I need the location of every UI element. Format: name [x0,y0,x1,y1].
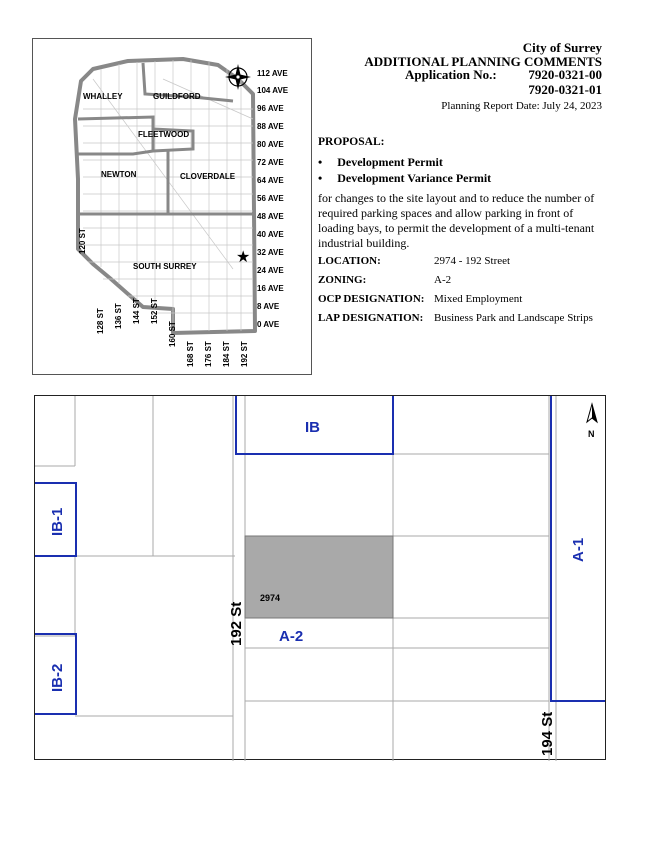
area-fleetwood: FLEETWOOD [138,130,190,139]
ave-96: 96 AVE [257,104,284,113]
st-152: 152 ST [150,298,159,324]
ave-56: 56 AVE [257,194,284,203]
st-176: 176 ST [204,341,213,367]
zoning-value: A-2 [434,274,452,286]
document-title: ADDITIONAL PLANNING COMMENTS [364,54,602,69]
site-star-icon: ★ [236,247,251,266]
ave-40: 40 AVE [257,230,284,239]
ave-16: 16 AVE [257,284,284,293]
application-label: Application No.: [405,67,497,82]
bullet-icon: • [318,155,323,169]
ave-64: 64 AVE [257,176,284,185]
st-136: 136 ST [114,303,123,329]
ave-24: 24 AVE [257,266,284,275]
st-160: 160 ST [168,321,177,347]
proposal-item-2 [318,171,491,186]
zone-a-1: A-1 [570,537,587,562]
site-map [34,395,606,760]
report-date: Planning Report Date: July 24, 2023 [441,100,602,112]
key-map-svg [33,39,313,376]
zone-ib: IB [305,419,320,436]
ave-8: 8 AVE [257,302,280,311]
st-120: 120 ST [78,228,87,254]
lap-label: LAP DESIGNATION: [318,312,424,324]
ave-32: 32 AVE [257,248,284,257]
ocp-label: OCP DESIGNATION: [318,293,425,305]
site-map-svg [35,396,607,761]
st-128: 128 ST [96,308,105,334]
north-arrow-icon [587,404,597,439]
area-whalley: WHALLEY [83,92,123,101]
north-label: N [588,429,595,439]
bullet-icon: • [318,171,323,185]
street-192: 192 St [228,601,245,646]
lot-number: 2974 [260,593,281,603]
application-number-1: 7920-0321-00 [528,67,602,82]
zone-a-2: A-2 [279,628,304,645]
location-label: LOCATION: [318,255,381,267]
application-number-2: 7920-0321-01 [528,82,602,97]
area-guildford: GUILDFORD [153,92,201,101]
ave-88: 88 AVE [257,122,284,131]
area-newton: NEWTON [101,170,137,179]
location-value: 2974 - 192 Street [434,255,511,267]
lap-value: Business Park and Landscape Strips [434,312,593,324]
key-map [32,38,312,375]
area-cloverdale: CLOVERDALE [180,172,236,181]
ave-112: 112 AVE [257,69,288,78]
zone-ib-1: IB-1 [49,507,66,536]
st-144: 144 ST [132,298,141,324]
proposal-description: for changes to the site layout and to reduce the number of required parking spaces and allow parking in front of loading bays, to permit the development of a multi-tenant industrial building. [318,191,595,250]
proposal-item-2-label: Development Variance Permit [337,171,492,185]
ave-48: 48 AVE [257,212,284,221]
ave-72: 72 AVE [257,158,284,167]
area-south-surrey: SOUTH SURREY [133,262,197,271]
st-184: 184 ST [222,341,231,367]
city-name: City of Surrey [522,40,602,55]
zone-ib-2: IB-2 [49,663,66,692]
street-194: 194 St [539,711,556,756]
subject-lot [245,536,393,618]
ave-80: 80 AVE [257,140,284,149]
st-192: 192 ST [240,341,249,367]
st-168: 168 ST [186,341,195,367]
proposal-heading: PROPOSAL: [318,136,385,148]
ocp-value: Mixed Employment [434,293,523,305]
proposal-item-1-label: Development Permit [337,155,443,169]
proposal-item-1 [318,155,443,170]
ave-0: 0 AVE [257,320,280,329]
ave-104: 104 AVE [257,86,289,95]
zoning-label: ZONING: [318,274,367,286]
